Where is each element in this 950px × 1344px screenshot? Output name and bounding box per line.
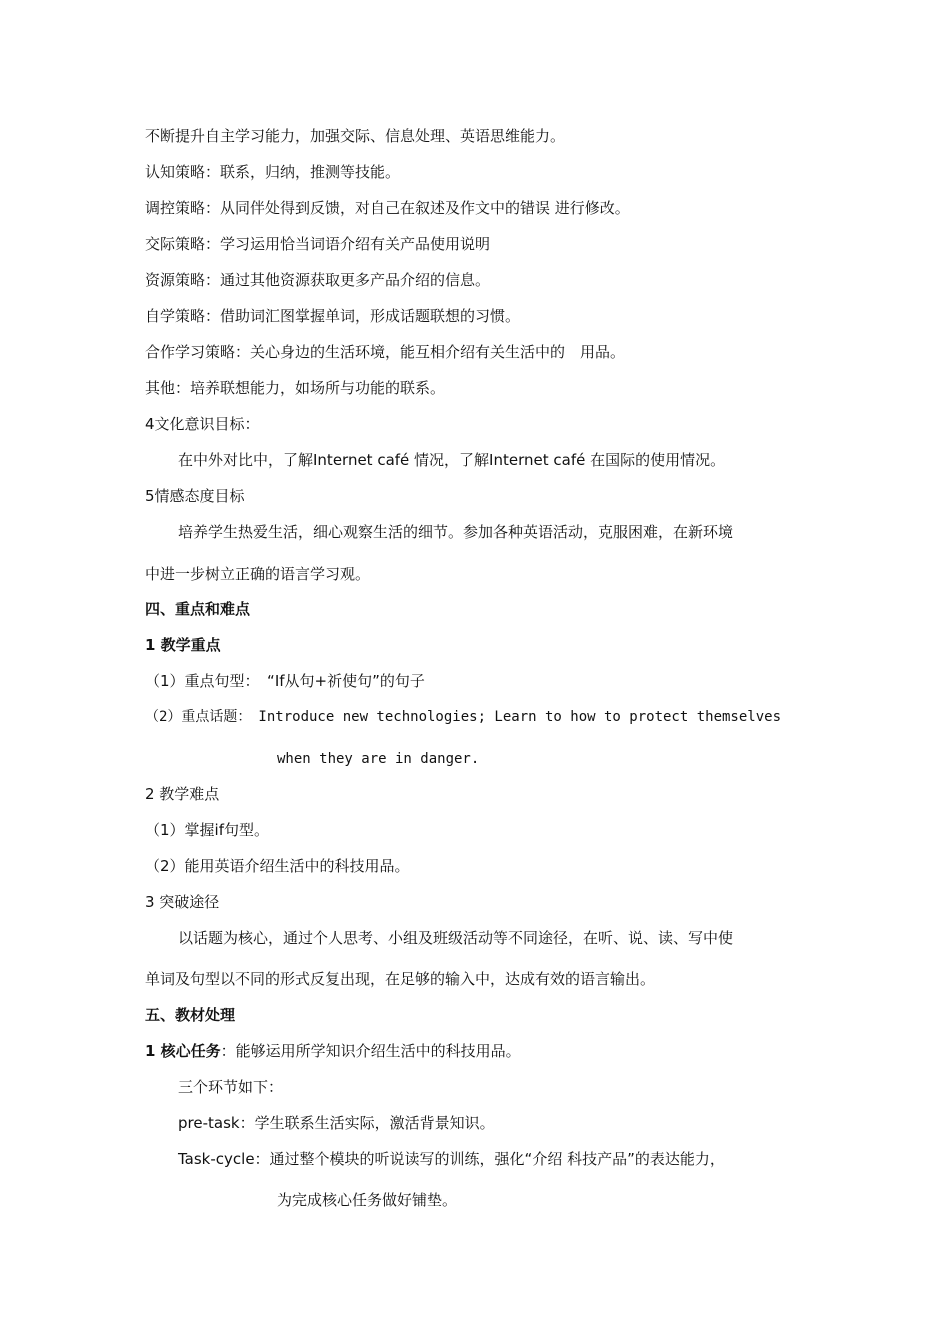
strategy-self-study: 自学策略：借助词汇图掌握单词，形成话题联想的习惯。 [145, 307, 521, 325]
step-task-cycle-line1: Task-cycle：通过整个模块的听说读写的训练，强化“介绍 科技产品”的表达能力， [178, 1150, 725, 1168]
paragraph-intro: 不断提升自主学习能力，加强交际、信息处理、英语思维能力。 [145, 127, 566, 145]
step-task-cycle-line2: 为完成核心任务做好铺垫。 [277, 1191, 458, 1209]
key-point-1: （1）重点句型： “If从句+祈使句”的句子 [145, 672, 425, 690]
key-point-2-line1: （2）重点话题： Introduce new technologies; Learn to how to protect themselves [145, 709, 782, 725]
strategy-communication: 交际策略：学习运用恰当词语介绍有关产品使用说明 [145, 235, 491, 253]
key-point-2-line2: when they are in danger. [277, 751, 480, 767]
core-task-label: 1 核心任务 [145, 1042, 221, 1060]
difficulty-heading: 2 教学难点 [145, 785, 220, 803]
strategy-cognitive: 认知策略：联系，归纳，推测等技能。 [145, 163, 401, 181]
approach-text-line1: 以话题为核心，通过个人思考、小组及班级活动等不同途径，在听、说、读、写中使 [178, 929, 734, 947]
approach-text-line2: 单词及句型以不同的形式反复出现，在足够的输入中，达成有效的语言输出。 [145, 970, 656, 988]
steps-intro: 三个环节如下： [178, 1078, 284, 1096]
strategy-cooperation: 合作学习策略：关心身边的生活环境，能互相介绍有关生活中的 用品。 [145, 343, 626, 361]
approach-heading: 3 突破途径 [145, 893, 220, 911]
strategy-regulation: 调控策略：从同伴处得到反馈，对自己在叙述及作文中的错误 进行修改。 [145, 199, 630, 217]
core-task-line [145, 1041, 521, 1061]
step-pre-task: pre-task：学生联系生活实际，激活背景知识。 [178, 1114, 495, 1132]
strategy-resource: 资源策略：通过其他资源获取更多产品介绍的信息。 [145, 271, 491, 289]
key-points-heading: 1 教学重点 [145, 636, 221, 654]
strategy-other: 其他：培养联想能力，如场所与功能的联系。 [145, 379, 446, 397]
culture-heading: 4文化意识目标： [145, 415, 260, 433]
section5-heading: 五、教材处理 [145, 1006, 236, 1024]
section4-heading: 四、重点和难点 [145, 600, 251, 618]
difficulty-2: （2）能用英语介绍生活中的科技用品。 [145, 857, 410, 875]
emotion-heading: 5情感态度目标 [145, 487, 245, 505]
culture-text: 在中外对比中，了解Internet café 情况，了解Internet café 在国际的使用情况。 [178, 451, 726, 469]
emotion-text-line2: 中进一步树立正确的语言学习观。 [145, 565, 371, 583]
difficulty-1: （1）掌握if句型。 [145, 821, 269, 839]
core-task-text: ：能够运用所学知识介绍生活中的科技用品。 [220, 1042, 521, 1060]
emotion-text-line1: 培养学生热爱生活，细心观察生活的细节。参加各种英语活动，克服困难，在新环境 [178, 523, 734, 541]
